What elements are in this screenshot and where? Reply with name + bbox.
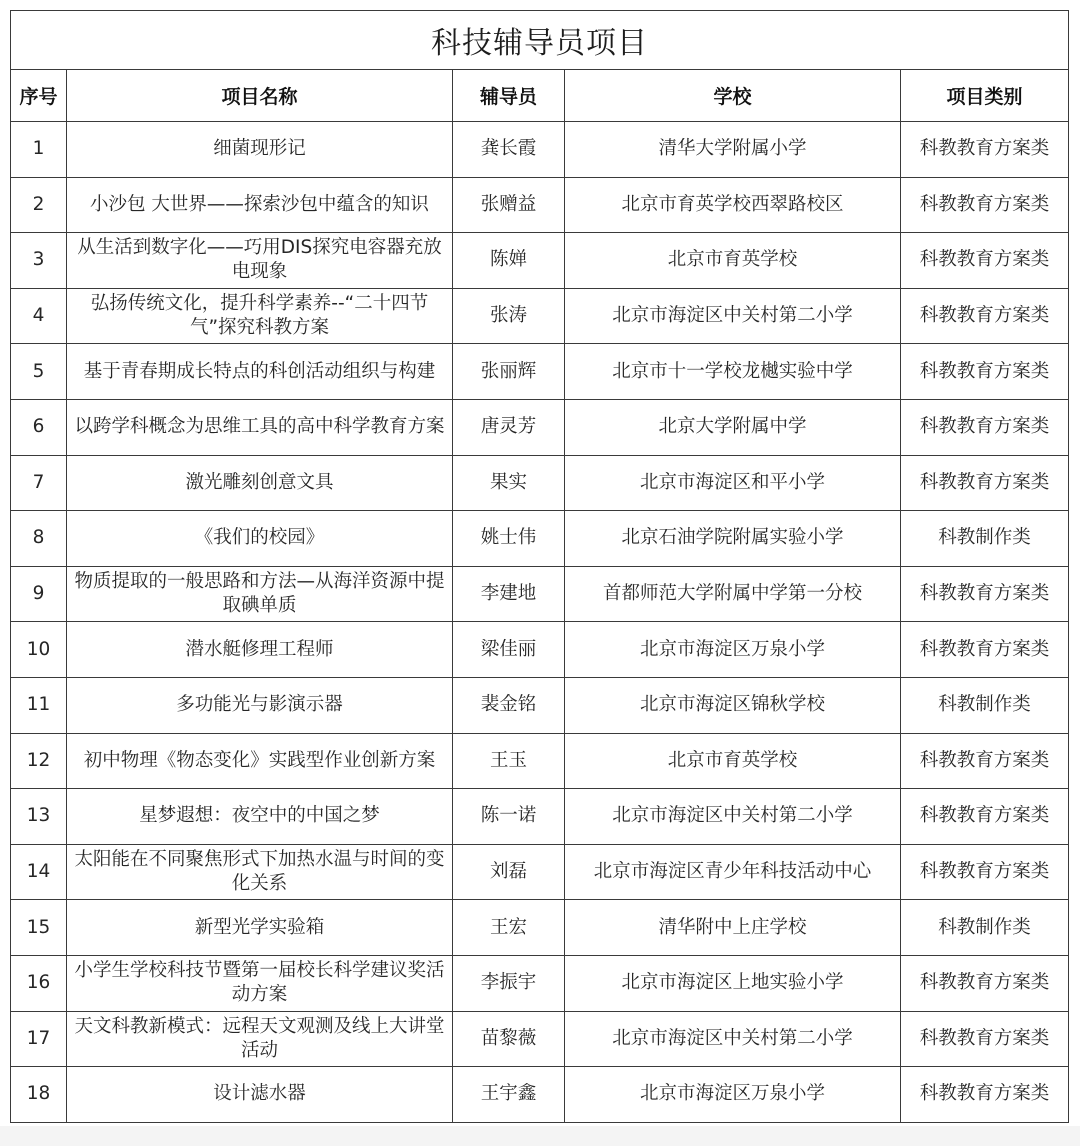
bottom-margin bbox=[0, 1126, 1080, 1146]
cell-advisor: 张丽辉 bbox=[453, 344, 565, 400]
cell-category: 科教教育方案类 bbox=[901, 344, 1069, 400]
table-row bbox=[11, 844, 1069, 900]
cell-advisor: 李振宇 bbox=[453, 955, 565, 1011]
table-row bbox=[11, 1067, 1069, 1123]
table-row bbox=[11, 733, 1069, 789]
cell-school: 北京市十一学校龙樾实验中学 bbox=[565, 344, 901, 400]
cell-school: 北京市育英学校西翠路校区 bbox=[565, 177, 901, 233]
cell-category: 科教教育方案类 bbox=[901, 399, 1069, 455]
cell-name: 弘扬传统文化，提升科学素养--“二十四节气”探究科教方案 bbox=[67, 288, 453, 344]
cell-category: 科教教育方案类 bbox=[901, 733, 1069, 789]
cell-index: 4 bbox=[11, 288, 67, 344]
cell-index: 12 bbox=[11, 733, 67, 789]
table-row bbox=[11, 511, 1069, 567]
cell-name: 太阳能在不同聚焦形式下加热水温与时间的变化关系 bbox=[67, 844, 453, 900]
column-header-advisor: 辅导员 bbox=[453, 70, 565, 122]
cell-index: 3 bbox=[11, 233, 67, 289]
table-row bbox=[11, 177, 1069, 233]
cell-category: 科教教育方案类 bbox=[901, 288, 1069, 344]
cell-category: 科教教育方案类 bbox=[901, 844, 1069, 900]
cell-school: 北京大学附属中学 bbox=[565, 399, 901, 455]
cell-category: 科教教育方案类 bbox=[901, 789, 1069, 845]
cell-name: 细菌现形记 bbox=[67, 122, 453, 178]
cell-index: 14 bbox=[11, 844, 67, 900]
cell-name: 小沙包 大世界——探索沙包中蕴含的知识 bbox=[67, 177, 453, 233]
cell-name: 星梦遐想：夜空中的中国之梦 bbox=[67, 789, 453, 845]
table-row bbox=[11, 677, 1069, 733]
cell-school: 北京市海淀区万泉小学 bbox=[565, 1067, 901, 1123]
table-row bbox=[11, 399, 1069, 455]
cell-index: 1 bbox=[11, 122, 67, 178]
table-row bbox=[11, 622, 1069, 678]
cell-index: 7 bbox=[11, 455, 67, 511]
cell-advisor: 张涛 bbox=[453, 288, 565, 344]
cell-category: 科教教育方案类 bbox=[901, 1067, 1069, 1123]
cell-school: 北京市海淀区和平小学 bbox=[565, 455, 901, 511]
cell-name: 设计滤水器 bbox=[67, 1067, 453, 1123]
cell-advisor: 刘磊 bbox=[453, 844, 565, 900]
cell-school: 北京市海淀区锦秋学校 bbox=[565, 677, 901, 733]
cell-category: 科教教育方案类 bbox=[901, 122, 1069, 178]
table-title: 科技辅导员项目 bbox=[11, 11, 1069, 70]
cell-category: 科教教育方案类 bbox=[901, 233, 1069, 289]
table-row bbox=[11, 455, 1069, 511]
cell-name: 小学生学校科技节暨第一届校长科学建议奖活动方案 bbox=[67, 955, 453, 1011]
cell-name: 初中物理《物态变化》实践型作业创新方案 bbox=[67, 733, 453, 789]
cell-index: 15 bbox=[11, 900, 67, 956]
cell-name: 以跨学科概念为思维工具的高中科学教育方案 bbox=[67, 399, 453, 455]
cell-name: 物质提取的一般思路和方法—从海洋资源中提取碘单质 bbox=[67, 566, 453, 622]
cell-advisor: 王玉 bbox=[453, 733, 565, 789]
cell-school: 北京石油学院附属实验小学 bbox=[565, 511, 901, 567]
cell-category: 科教教育方案类 bbox=[901, 1011, 1069, 1067]
table-row bbox=[11, 789, 1069, 845]
cell-advisor: 陈一诺 bbox=[453, 789, 565, 845]
table-row bbox=[11, 122, 1069, 178]
cell-index: 5 bbox=[11, 344, 67, 400]
cell-advisor: 姚士伟 bbox=[453, 511, 565, 567]
cell-school: 北京市海淀区中关村第二小学 bbox=[565, 789, 901, 845]
cell-index: 16 bbox=[11, 955, 67, 1011]
cell-index: 17 bbox=[11, 1011, 67, 1067]
table-row bbox=[11, 955, 1069, 1011]
cell-index: 6 bbox=[11, 399, 67, 455]
cell-advisor: 裴金铭 bbox=[453, 677, 565, 733]
cell-index: 8 bbox=[11, 511, 67, 567]
cell-index: 10 bbox=[11, 622, 67, 678]
cell-school: 北京市海淀区青少年科技活动中心 bbox=[565, 844, 901, 900]
cell-school: 北京市海淀区中关村第二小学 bbox=[565, 1011, 901, 1067]
cell-advisor: 梁佳丽 bbox=[453, 622, 565, 678]
cell-advisor: 陈婵 bbox=[453, 233, 565, 289]
cell-category: 科教教育方案类 bbox=[901, 177, 1069, 233]
cell-name: 《我们的校园》 bbox=[67, 511, 453, 567]
cell-index: 9 bbox=[11, 566, 67, 622]
table-row bbox=[11, 233, 1069, 289]
cell-name: 新型光学实验箱 bbox=[67, 900, 453, 956]
column-header-category: 项目类别 bbox=[901, 70, 1069, 122]
cell-school: 清华大学附属小学 bbox=[565, 122, 901, 178]
table-row bbox=[11, 566, 1069, 622]
cell-name: 多功能光与影演示器 bbox=[67, 677, 453, 733]
cell-school: 北京市海淀区上地实验小学 bbox=[565, 955, 901, 1011]
cell-school: 北京市育英学校 bbox=[565, 233, 901, 289]
cell-advisor: 王宏 bbox=[453, 900, 565, 956]
cell-school: 北京市海淀区中关村第二小学 bbox=[565, 288, 901, 344]
cell-advisor: 唐灵芳 bbox=[453, 399, 565, 455]
table-row bbox=[11, 900, 1069, 956]
cell-advisor: 苗黎薇 bbox=[453, 1011, 565, 1067]
cell-index: 2 bbox=[11, 177, 67, 233]
cell-category: 科教教育方案类 bbox=[901, 955, 1069, 1011]
cell-category: 科教教育方案类 bbox=[901, 455, 1069, 511]
cell-advisor: 王宇鑫 bbox=[453, 1067, 565, 1123]
cell-index: 18 bbox=[11, 1067, 67, 1123]
table-body bbox=[11, 122, 1069, 1123]
cell-name: 潜水艇修理工程师 bbox=[67, 622, 453, 678]
cell-category: 科教教育方案类 bbox=[901, 566, 1069, 622]
header-row bbox=[11, 70, 1069, 122]
cell-advisor: 果实 bbox=[453, 455, 565, 511]
cell-advisor: 龚长霞 bbox=[453, 122, 565, 178]
cell-name: 基于青春期成长特点的科创活动组织与构建 bbox=[67, 344, 453, 400]
cell-category: 科教制作类 bbox=[901, 900, 1069, 956]
cell-index: 13 bbox=[11, 789, 67, 845]
project-table bbox=[10, 10, 1069, 1123]
cell-school: 北京市海淀区万泉小学 bbox=[565, 622, 901, 678]
cell-school: 北京市育英学校 bbox=[565, 733, 901, 789]
cell-category: 科教制作类 bbox=[901, 677, 1069, 733]
cell-index: 11 bbox=[11, 677, 67, 733]
project-table-sheet bbox=[10, 10, 1068, 1123]
cell-category: 科教制作类 bbox=[901, 511, 1069, 567]
column-header-name: 项目名称 bbox=[67, 70, 453, 122]
table-row bbox=[11, 344, 1069, 400]
cell-advisor: 张赠益 bbox=[453, 177, 565, 233]
cell-name: 激光雕刻创意文具 bbox=[67, 455, 453, 511]
cell-school: 清华附中上庄学校 bbox=[565, 900, 901, 956]
table-row bbox=[11, 288, 1069, 344]
cell-category: 科教教育方案类 bbox=[901, 622, 1069, 678]
column-header-school: 学校 bbox=[565, 70, 901, 122]
cell-name: 从生活到数字化——巧用DIS探究电容器充放电现象 bbox=[67, 233, 453, 289]
cell-advisor: 李建地 bbox=[453, 566, 565, 622]
column-header-index: 序号 bbox=[11, 70, 67, 122]
cell-name: 天文科教新模式：远程天文观测及线上大讲堂活动 bbox=[67, 1011, 453, 1067]
cell-school: 首都师范大学附属中学第一分校 bbox=[565, 566, 901, 622]
table-row bbox=[11, 1011, 1069, 1067]
